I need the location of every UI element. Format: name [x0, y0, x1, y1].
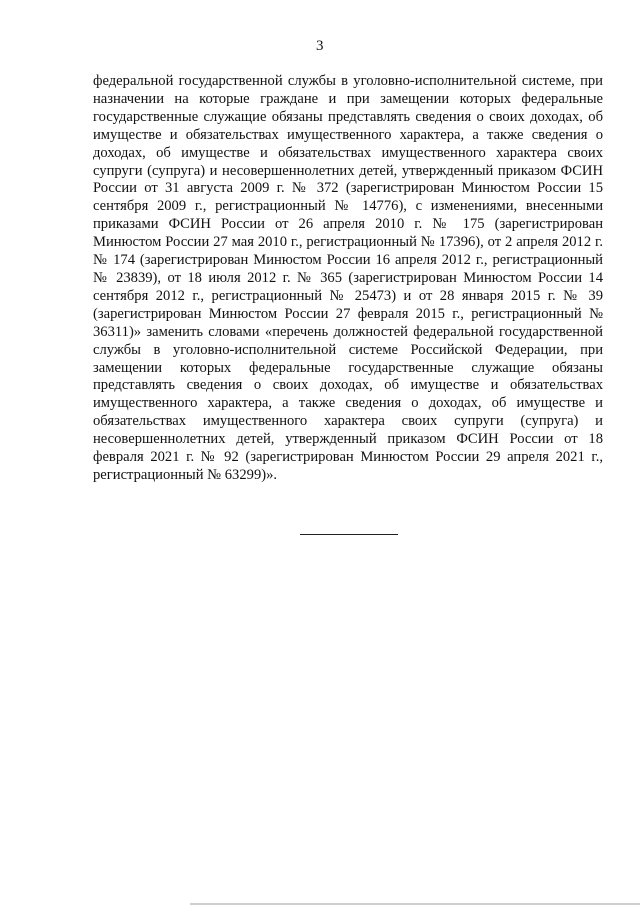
closing-divider-line — [300, 534, 398, 535]
body-paragraph: федеральной государственной службы в уголовно-исполнительной системе, при назначении на которые граждане и при замещении которых федеральные государственные служащие обязаны представлять сведения о своих доходах, об имуществе и обязательствах имущественного характера, а также сведения о доходах, об имуществе и обязательствах имущественного характера своих супруги (супруга) и несовершеннолетних детей, утвержденный приказом ФСИН России от 31 августа 2009 г. № 372 (зарегистрирован Минюстом России 15 сентября 2009 г., регистрационный № 14776), с изменениями, внесенными приказами ФСИН России от 26 апреля 2010 г. № 175 (зарегистрирован Минюстом России 27 мая 2010 г., регистрационный № 17396), от 2 апреля 2012 г. № 174 (зарегистрирован Минюстом России 16 апреля 2012 г., регистрационный № 23839), от 18 июля 2012 г. № 365 (зарегистрирован Минюстом России 14 сентября 2012 г., регистрационный № 25473) и от 28 января 2015 г. № 39 (зарегистрирован Минюстом России 27 февраля 2015 г., регистрационный № 36311)» заменить словами «перечень должностей федеральной государственной службы в уголовно-исполнительной системе Российской Федерации, при замещении которых федеральные государственные служащие обязаны представлять сведения о своих доходах, об имуществе и обязательствах имущественного характера, а также сведения о доходах, об имуществе и обязательствах имущественного характера своих супруги (супруга) и несовершеннолетних детей, утвержденный приказом ФСИН России от 18 февраля 2021 г. № 92 (зарегистрирован Минюстом России 29 апреля 2021 г., регистрационный № 63299)». — [93, 73, 603, 483]
page-number: 3 — [316, 38, 324, 54]
